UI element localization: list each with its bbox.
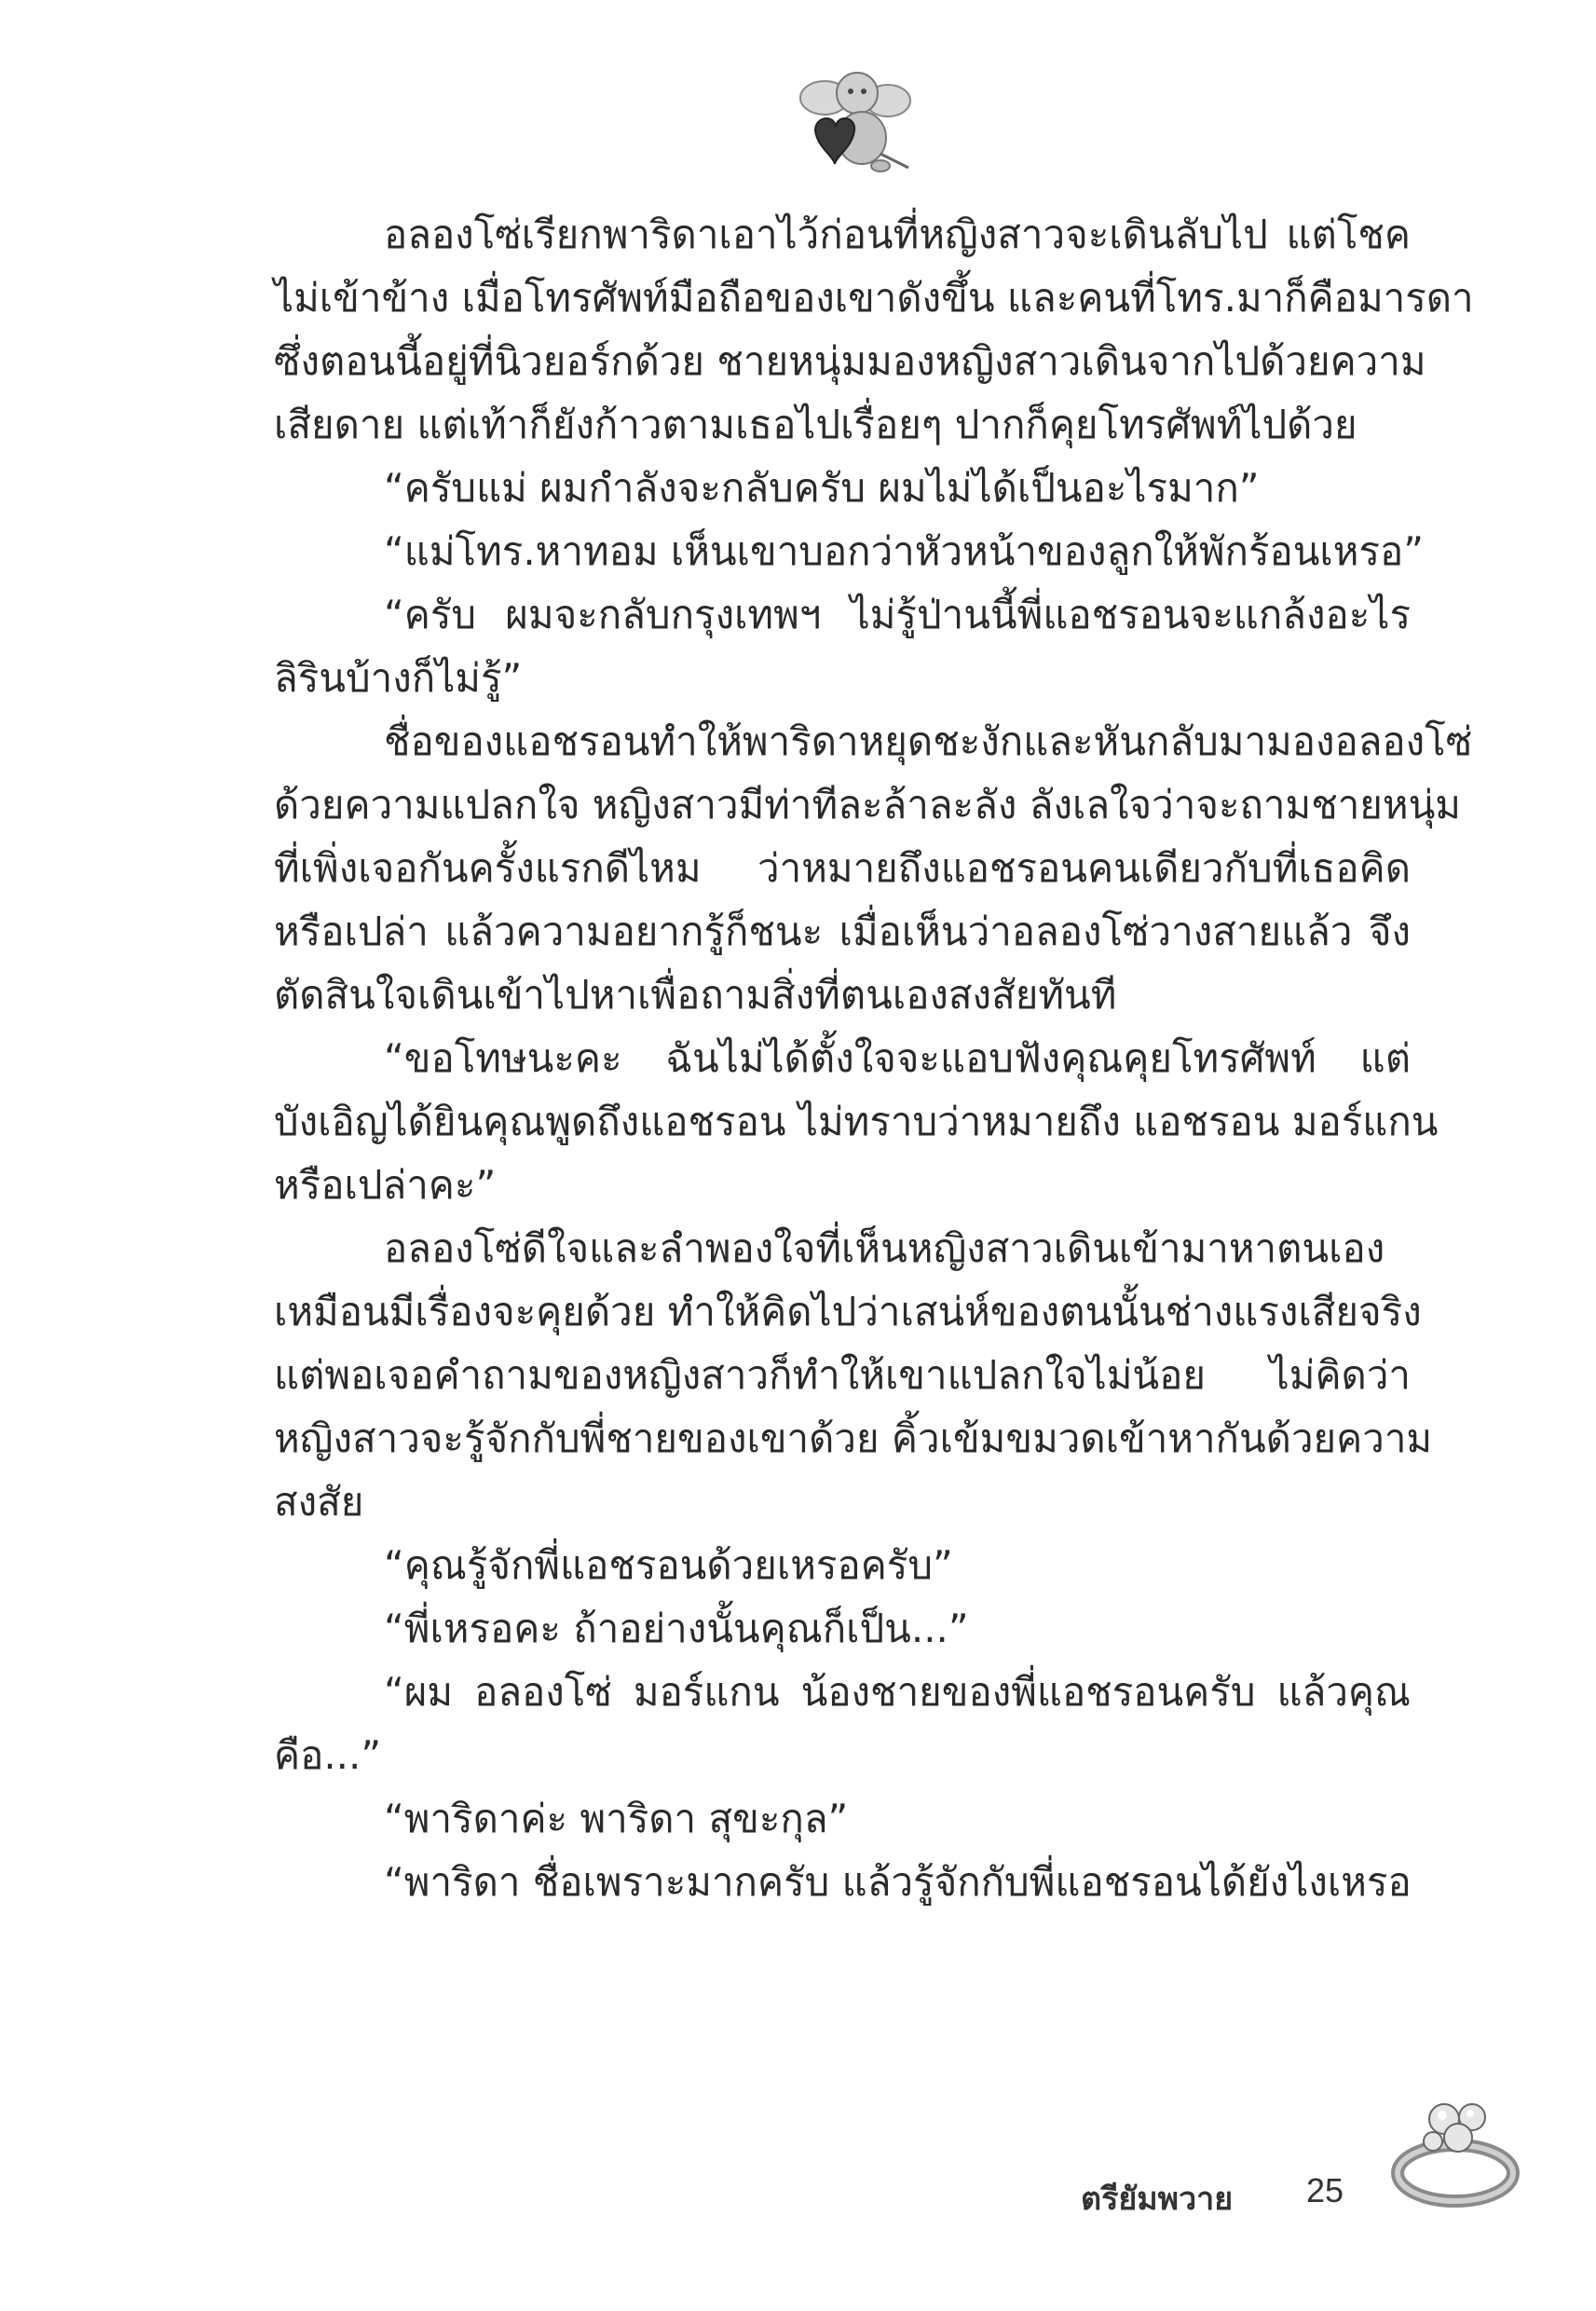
paragraph-line: บังเอิญได้ยินคุณพูดถึงแอชรอน ไม่ทราบว่าหมายถึง แอชรอน มอร์แกน <box>274 1099 1439 1144</box>
paragraph-line: สงสัย <box>274 1479 364 1525</box>
paragraph-line: หรือเปล่าคะ” <box>274 1162 497 1208</box>
footer-book-title: ตรียัมพวาย <box>1081 2181 1234 2218</box>
paragraph-line: ลิรินบ้างก็ไม่รู้” <box>274 655 523 701</box>
page-number: 25 <box>1306 2171 1344 2209</box>
paragraph-line: “ครับแม่ ผมกำลังจะกลับครับ ผมไม่ได้เป็นอะไรมาก” <box>384 465 1260 511</box>
paragraph-line: “พาริดาค่ะ พาริดา สุขะกุล” <box>384 1796 849 1841</box>
paragraph-line: “แม่โทร.หาทอม เห็นเขาบอกว่าหัวหน้าของลูกให้พักร้อนเหรอ” <box>384 528 1425 574</box>
paragraph-line: เสียดาย แต่เท้าก็ยังก้าวตามเธอไปเรื่อยๆ ปากก็คุยโทรศัพท์ไปด้วย <box>274 402 1357 447</box>
paragraph-line: แต่พอเจอคำถามของหญิงสาวก็ทำให้เขาแปลกใจไม่น้อย ไม่คิดว่า <box>274 1352 1411 1398</box>
paragraph-line: เหมือนมีเรื่องจะคุยด้วย ทำให้คิดไปว่าเสน่ห์ของตนนั้นช่างแรงเสียจริง <box>274 1289 1422 1334</box>
body-text <box>274 203 1474 1914</box>
paragraph-line: “ครับ ผมจะกลับกรุงเทพฯ ไม่รู้ป่านนี้พี่แอชรอนจะแกล้งอะไร <box>384 592 1411 637</box>
paragraph-line: ชื่อของแอชรอนทำให้พาริดาหยุดชะงักและหันกลับมามองอลองโซ่ <box>384 718 1473 764</box>
paragraph-line: หญิงสาวจะรู้จักกับพี่ชายของเขาด้วย คิ้วเข้มขมวดเข้าหากันด้วยความ <box>274 1415 1433 1461</box>
paragraph-line: อลองโซ่เรียกพาริดาเอาไว้ก่อนที่หญิงสาวจะเดินลับไป แต่โชค <box>384 212 1411 257</box>
diamond-ring-icon <box>1388 2080 1528 2220</box>
cherub-with-heart-icon <box>787 65 918 177</box>
paragraph-line: ตัดสินใจเดินเข้าไปหาเพื่อถามสิ่งที่ตนเองสงสัยทันที <box>274 972 1117 1018</box>
paragraph-line: “พี่เหรอคะ ถ้าอย่างนั้นคุณก็เป็น...” <box>384 1606 969 1651</box>
paragraph-line: คือ...” <box>274 1732 382 1778</box>
paragraph-line: “ขอโทษนะคะ ฉันไม่ได้ตั้งใจจะแอบฟังคุณคุยโทรศัพท์ แต่ <box>384 1035 1411 1081</box>
paragraph-line: อลองโซ่ดีใจและลำพองใจที่เห็นหญิงสาวเดินเข้ามาหาตนเอง <box>384 1225 1385 1271</box>
paragraph-line: ซึ่งตอนนี้อยู่ที่นิวยอร์กด้วย ชายหนุ่มมองหญิงสาวเดินจากไปด้วยความ <box>274 338 1426 384</box>
paragraph-line: ที่เพิ่งเจอกันครั้งแรกดีไหม ว่าหมายถึงแอชรอนคนเดียวกับที่เธอคิด <box>274 845 1411 891</box>
paragraph-line: ด้วยความแปลกใจ หญิงสาวมีท่าทีละล้าละลัง ลังเลใจว่าจะถามชายหนุ่ม <box>274 782 1461 827</box>
paragraph-line: “พาริดา ชื่อเพราะมากครับ แล้วรู้จักกับพี่แอชรอนได้ยังไงเหรอ <box>384 1859 1412 1905</box>
paragraph-line: “ผม อลองโซ่ มอร์แกน น้องชายของพี่แอชรอนครับ แล้วคุณ <box>384 1669 1411 1715</box>
paragraph-line: หรือเปล่า แล้วความอยากรู้ก็ชนะ เมื่อเห็นว่าอลองโซ่วางสายแล้ว จึง <box>274 909 1411 954</box>
paragraph-line: ไม่เข้าข้าง เมื่อโทรศัพท์มือถือของเขาดังขึ้น และคนที่โทร.มาก็คือมารดา <box>274 275 1474 321</box>
paragraph-line: “คุณรู้จักพี่แอชรอนด้วยเหรอครับ” <box>384 1542 953 1588</box>
